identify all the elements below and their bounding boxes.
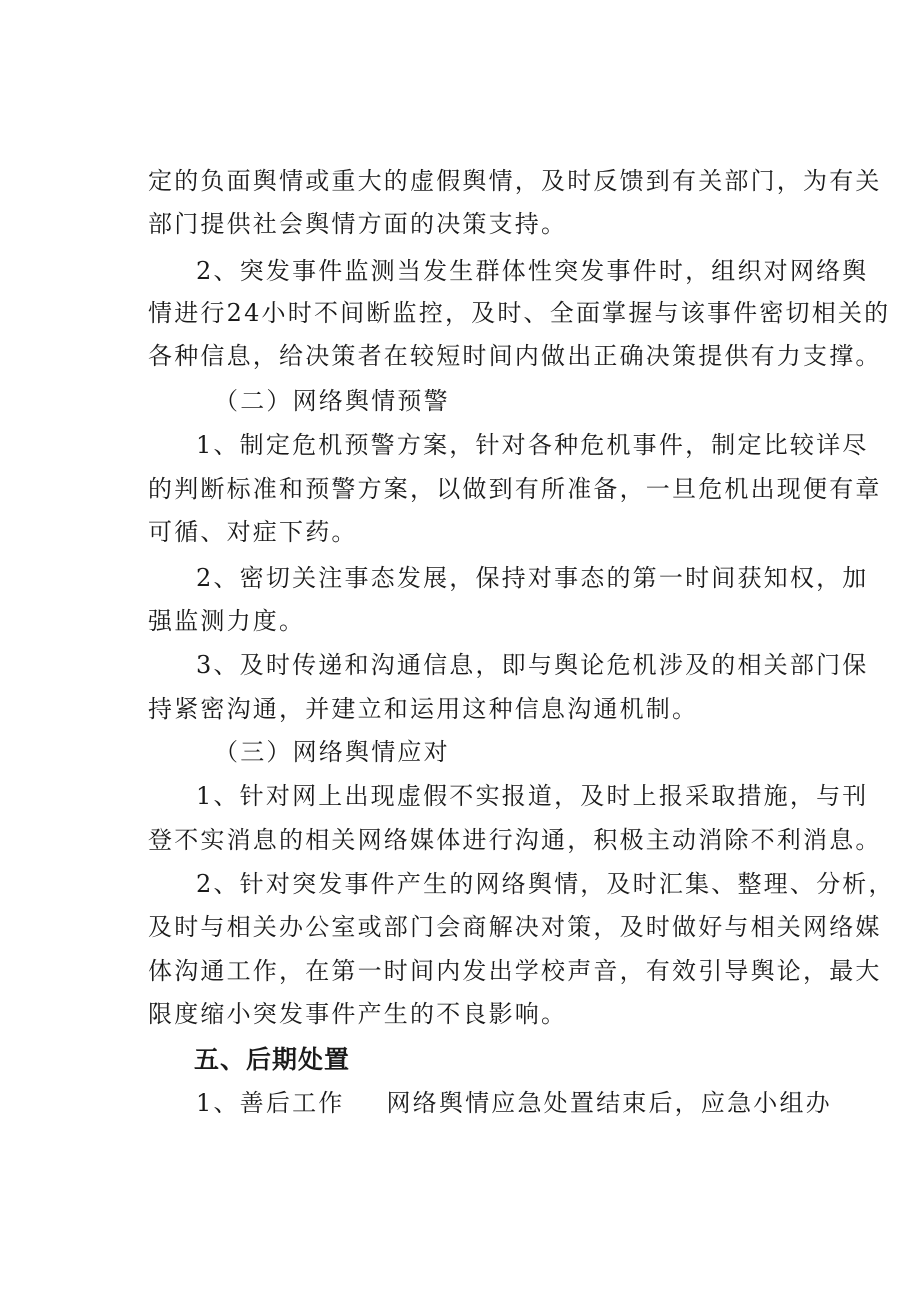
section-heading: 五、后期处置: [194, 1045, 351, 1074]
paragraph-line: 各种信息，给决策者在较短时间内做出正确决策提供有力支撑。: [148, 342, 882, 370]
subsection-heading: （三）网络舆情应对: [214, 738, 450, 766]
paragraph-line: 及时与相关办公室或部门会商解决对策，及时做好与相关网络媒: [148, 913, 882, 941]
item-label: 1、善后工作: [196, 1089, 345, 1117]
paragraph-line: 定的负面舆情或重大的虚假舆情，及时反馈到有关部门，为有关: [148, 167, 882, 195]
paragraph-line: 2、密切关注事态发展，保持对事态的第一时间获知权，加: [196, 564, 869, 592]
subsection-heading: （二）网络舆情预警: [214, 387, 450, 415]
paragraph-line: 体沟通工作，在第一时间内发出学校声音，有效引导舆论，最大: [148, 957, 882, 985]
paragraph-line: 1、针对网上出现虚假不实报道，及时上报采取措施，与刊: [196, 782, 869, 810]
paragraph-line: 登不实消息的相关网络媒体进行沟通，积极主动消除不利消息。: [148, 826, 882, 854]
paragraph-line: 的判断标准和预警方案，以做到有所准备，一旦危机出现便有章: [148, 475, 882, 503]
paragraph-line: 2、针对突发事件产生的网络舆情，及时汇集、整理、分析，: [196, 870, 895, 898]
paragraph-line: 持紧密沟通，并建立和运用这种信息沟通机制。: [148, 695, 699, 723]
paragraph-line: 可循、对症下药。: [148, 518, 358, 546]
paragraph-line: 限度缩小突发事件产生的不良影响。: [148, 1000, 568, 1028]
paragraph-line: 强监测力度。: [148, 607, 306, 635]
paragraph-line: [196, 1088, 856, 1118]
paragraph-line: 情进行24小时不间断监控，及时、全面掌握与该事件密切相关的: [148, 299, 891, 327]
paragraph-line: 3、及时传递和沟通信息，即与舆论危机涉及的相关部门保: [196, 651, 869, 679]
item-text: 网络舆情应急处置结束后，应急小组办: [386, 1089, 832, 1117]
paragraph-line: 2、突发事件监测当发生群体性突发事件时，组织对网络舆: [196, 257, 869, 285]
paragraph-line: 1、制定危机预警方案，针对各种危机事件，制定比较详尽: [196, 431, 869, 459]
paragraph-line: 部门提供社会舆情方面的决策支持。: [148, 210, 568, 238]
